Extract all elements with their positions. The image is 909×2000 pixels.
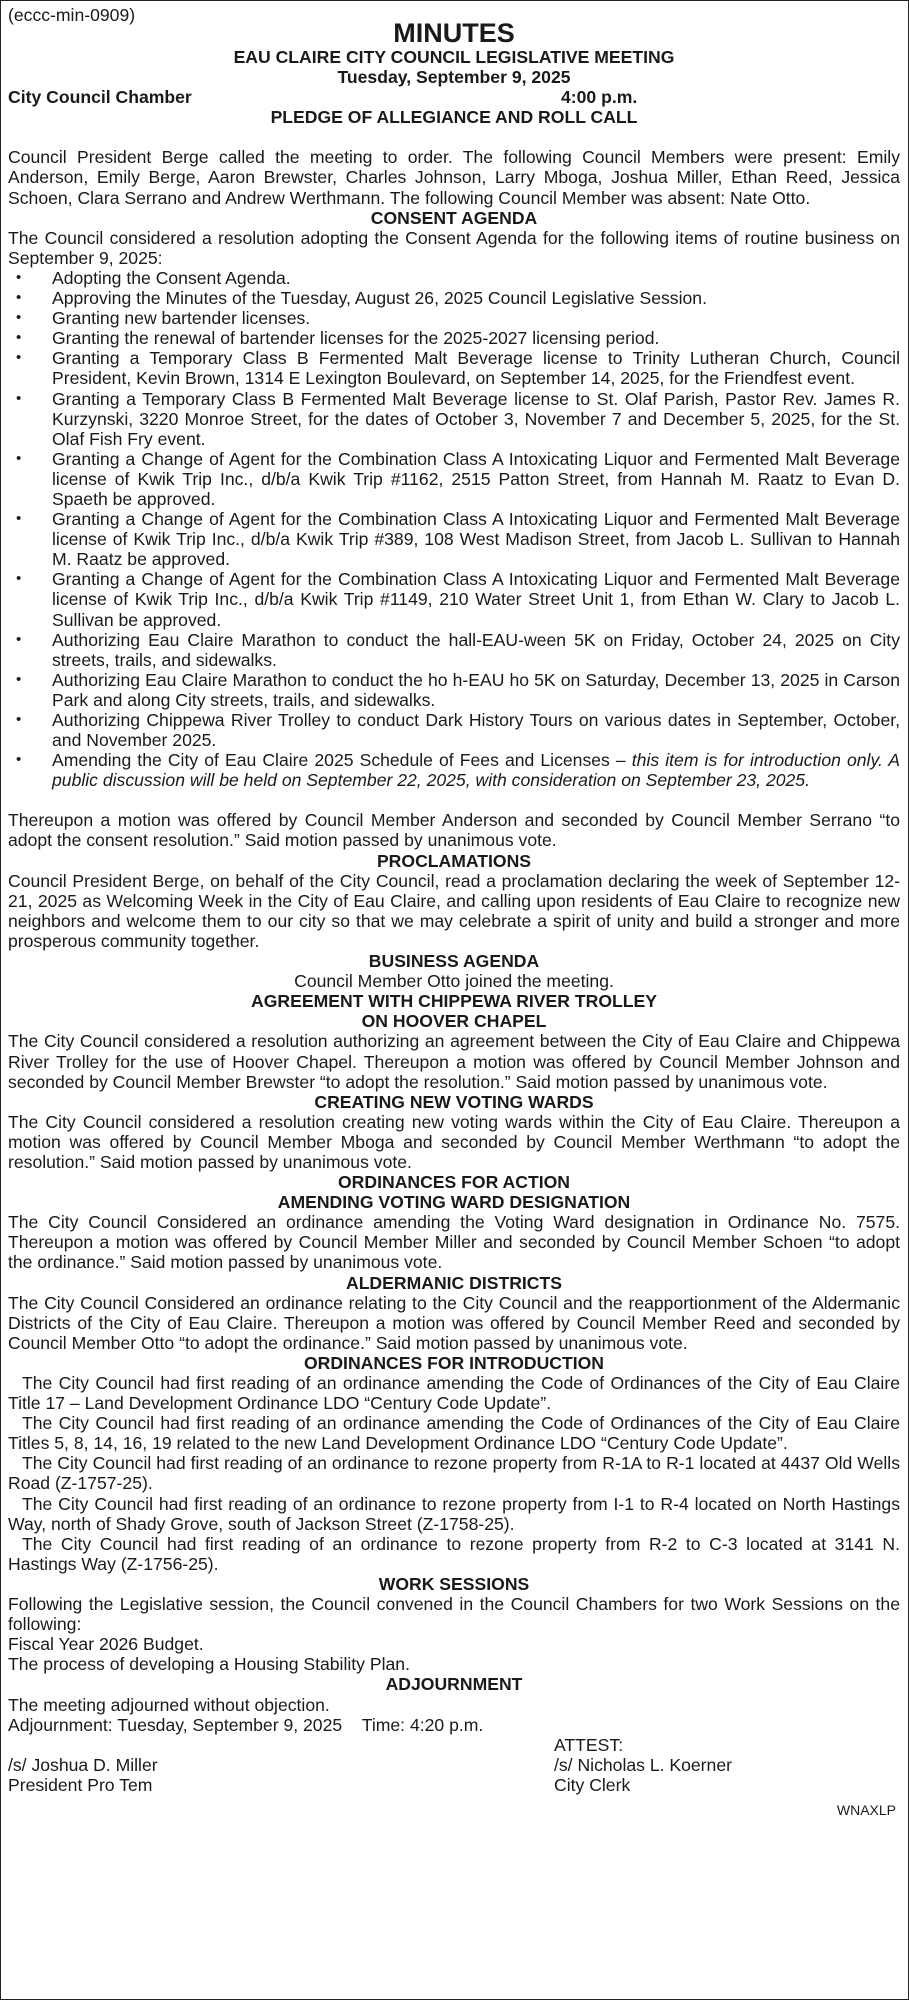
footer-code: WNAXLP [836,1801,896,1818]
list-item: • Granting a Temporary Class B Fermented Malt Beverage license to St. Olaf Parish, Pastor Rev. James R. Kurzynski, 3220 Monroe Street, for the dates of October 3, November 7 and December 5, 2025, for the St. Olaf Fish Fry event. [52,389,900,449]
list-item: • Adopting the Consent Agenda. [52,268,900,288]
business-note: Council Member Otto joined the meeting. [294,971,614,992]
trolley-text: The City Council considered a resolution authorizing an agreement between the City of Eau Claire and Chippewa River Trolley for the use of Hoover Chapel. Thereupon a motion was offered by Council Member Johnson and seconded by Council Member Brewster “to adopt the resolution.” Said motion passed by unanimous vote. [8,1031,900,1092]
signature-president: /s/ Joshua D. Miller [8,1754,158,1775]
ordinance-intro-item: The City Council had first reading of an ordinance to rezone property from R-1A to R-1 located at 4437 Old Wells Road (Z-1757-25). [8,1453,900,1494]
list-item-fees [52,750,900,790]
consent-intro: The Council considered a resolution adopting the Consent Agenda for the following items of routine business on September 9, 2025: [8,227,900,268]
proclamations-heading: PROCLAMATIONS [376,850,532,871]
list-item: • Granting a Temporary Class B Fermented Malt Beverage license to Trinity Lutheran Church, Council President, Kevin Brown, 1314 E Lexington Boulevard, on September 14, 2025, for the Friendfest event. [52,348,900,388]
adjournment-text: The meeting adjourned without objection. [8,1694,330,1715]
list-item: • Approving the Minutes of the Tuesday, August 26, 2025 Council Legislative Session. [52,288,900,308]
adjournment-line [8,1715,900,1735]
proclamations-text: Council President Berge, on behalf of the City Council, read a proclamation declaring the week of September 12-21, 2025 as Welcoming Week in the City of Eau Claire, and calling upon residents of Eau Claire to recognize new neighbors and welcome them to our city so that we may celebrate a spirit of unity and build a stronger and more prosperous community together. [8,870,900,951]
consent-heading: CONSENT AGENDA [370,207,538,228]
adjournment-heading: ADJOURNMENT [385,1674,523,1695]
meeting-subtitle: EAU CLAIRE CITY COUNCIL LEGISLATIVE MEETING [233,47,675,67]
signature-title-row [8,1775,900,1795]
ordinances-intro-heading: ORDINANCES FOR INTRODUCTION [303,1352,605,1373]
location-time-row [8,87,900,107]
ordinance-intro-item: The City Council had first reading of an ordinance to rezone property from R-2 to C-3 located at 3141 N. Hastings Way (Z-1756-25). [8,1533,900,1574]
ordinances-action-heading: ORDINANCES FOR ACTION [338,1172,570,1193]
voting-wards-heading: CREATING NEW VOTING WARDS [314,1091,594,1112]
meeting-location: City Council Chamber [8,87,192,108]
roll-call-text: Council President Berge called the meeting to order. The following Council Members were present: Emily Anderson, Emily Berge, Aaron Brewster, Charles Johnson, Larry Mboga, Joshua Miller, Ethan Reed, Jessica Schoen, Clara Serrano and Andrew Werthmann. The following Council Member was absent: Nate Otto. [8,147,900,208]
trolley-heading-2: ON HOOVER CHAPEL [361,1011,547,1032]
list-item: • Authorizing Eau Claire Marathon to conduct the ho h-EAU ho 5K on Saturday, December 13, 2025 in Carson Park and along City streets, trails, and sidewalks. [52,670,900,710]
ordinance-intro-item: The City Council had first reading of an ordinance amending the Code of Ordinances of the City of Eau Claire Title 17 – Land Development Ordinance LDO “Century Code Update”. [8,1373,900,1414]
fees-item-text: Amending the City of Eau Claire 2025 Schedule of Fees and Licenses – [52,750,632,771]
list-item: • Granting new bartender licenses. [52,308,900,328]
list-item: • Granting a Change of Agent for the Combination Class A Intoxicating Liquor and Fermented Malt Beverage license of Kwik Trip Inc., d/b/a Kwik Trip #389, 108 West Madison Street, from Jacob L. Sullivan to Hannah M. Raatz be approved. [52,509,900,569]
signature-clerk: /s/ Nicholas L. Koerner [554,1754,732,1775]
list-item: • Granting the renewal of bartender licenses for the 2025-2027 licensing period. [52,328,900,348]
list-item: • Granting a Change of Agent for the Combination Class A Intoxicating Liquor and Fermented Malt Beverage license of Kwik Trip Inc., d/b/a Kwik Trip #1149, 210 Water Street Unit 1, from Ethan W. Clary to Jacob L. Sullivan be approved. [52,569,900,629]
title-president: President Pro Tem [8,1774,153,1795]
consent-list [8,268,900,790]
signature-row [8,1755,900,1775]
fees-item-note: this item is for introduction only. A public discussion will be held on September 22, 2025, with consideration on September 23, 2025. [52,750,900,791]
adjournment-date: Adjournment: Tuesday, September 9, 2025 [8,1714,343,1735]
list-item: • Granting a Change of Agent for the Combination Class A Intoxicating Liquor and Fermented Malt Beverage license of Kwik Trip Inc., d/b/a Kwik Trip #1162, 2515 Patton Street, from Hannah M. Raatz to Evan D. Spaeth be approved. [52,449,900,509]
aldermanic-text: The City Council Considered an ordinance relating to the City Council and the reapportionment of the Aldermanic Districts of the City of Eau Claire. Thereupon a motion was offered by Council Member Reed and seconded by Council Member Otto “to adopt the ordinance.” Said motion passed by unanimous vote. [8,1292,900,1353]
work-sessions-heading: WORK SESSIONS [378,1573,530,1594]
pledge-heading: PLEDGE OF ALLEGIANCE AND ROLL CALL [270,107,638,128]
trolley-heading: AGREEMENT WITH CHIPPEWA RIVER TROLLEY [251,991,657,1012]
aldermanic-heading: ALDERMANIC DISTRICTS [345,1272,562,1293]
meeting-date: Tuesday, September 9, 2025 [337,67,571,88]
meeting-time: 4:00 p.m. [561,87,638,108]
business-heading: BUSINESS AGENDA [368,951,540,972]
ward-designation-text: The City Council Considered an ordinance amending the Voting Ward designation in Ordinance No. 7575. Thereupon a motion was offered by Council Member Miller and seconded by Council Member Schoen “to adopt the ordinance.” Said motion passed by unanimous vote. [8,1212,900,1273]
work-session-housing: The process of developing a Housing Stability Plan. [8,1654,410,1675]
list-item: • Authorizing Eau Claire Marathon to conduct the hall-EAU-ween 5K on Friday, October 24, 2025 on City streets, trails, and sidewalks. [52,630,900,670]
page-title: MINUTES [393,18,515,48]
ward-designation-heading: AMENDING VOTING WARD DESIGNATION [277,1192,631,1213]
adjournment-time: Time: 4:20 p.m. [361,1714,484,1735]
work-sessions-text: Following the Legislative session, the Council convened in the Council Chambers for two Work Sessions on the following: [8,1594,900,1635]
notice-code: (eccc-min-0909) [8,5,136,25]
title-clerk: City Clerk [554,1774,631,1795]
spacer [8,790,900,810]
attest-label: ATTEST: [554,1734,624,1755]
ordinance-intro-item: The City Council had first reading of an ordinance amending the Code of Ordinances of the City of Eau Claire Titles 5, 8, 14, 16, 19 related to the new Land Development Ordinance LDO “Century Code Update”. [8,1413,900,1454]
voting-wards-text: The City Council considered a resolution creating new voting wards within the City of Eau Claire. Thereupon a motion was offered by Council Member Mboga and seconded by Council Member Werthmann “to adopt the resolution.” Said motion passed by unanimous vote. [8,1111,900,1172]
ordinance-intro-item: The City Council had first reading of an ordinance to rezone property from I-1 to R-4 located on North Hastings Way, north of Shady Grove, south of Jackson Street (Z-1758-25). [8,1493,900,1534]
list-item: • Authorizing Chippewa River Trolley to conduct Dark History Tours on various dates in September, October, and November 2025. [52,710,900,750]
work-session-budget: Fiscal Year 2026 Budget. [8,1634,204,1655]
attest-row [8,1735,900,1755]
spacer [8,127,900,147]
consent-motion: Thereupon a motion was offered by Council Member Anderson and seconded by Council Member Serrano “to adopt the consent resolution.” Said motion passed by unanimous vote. [8,810,900,851]
